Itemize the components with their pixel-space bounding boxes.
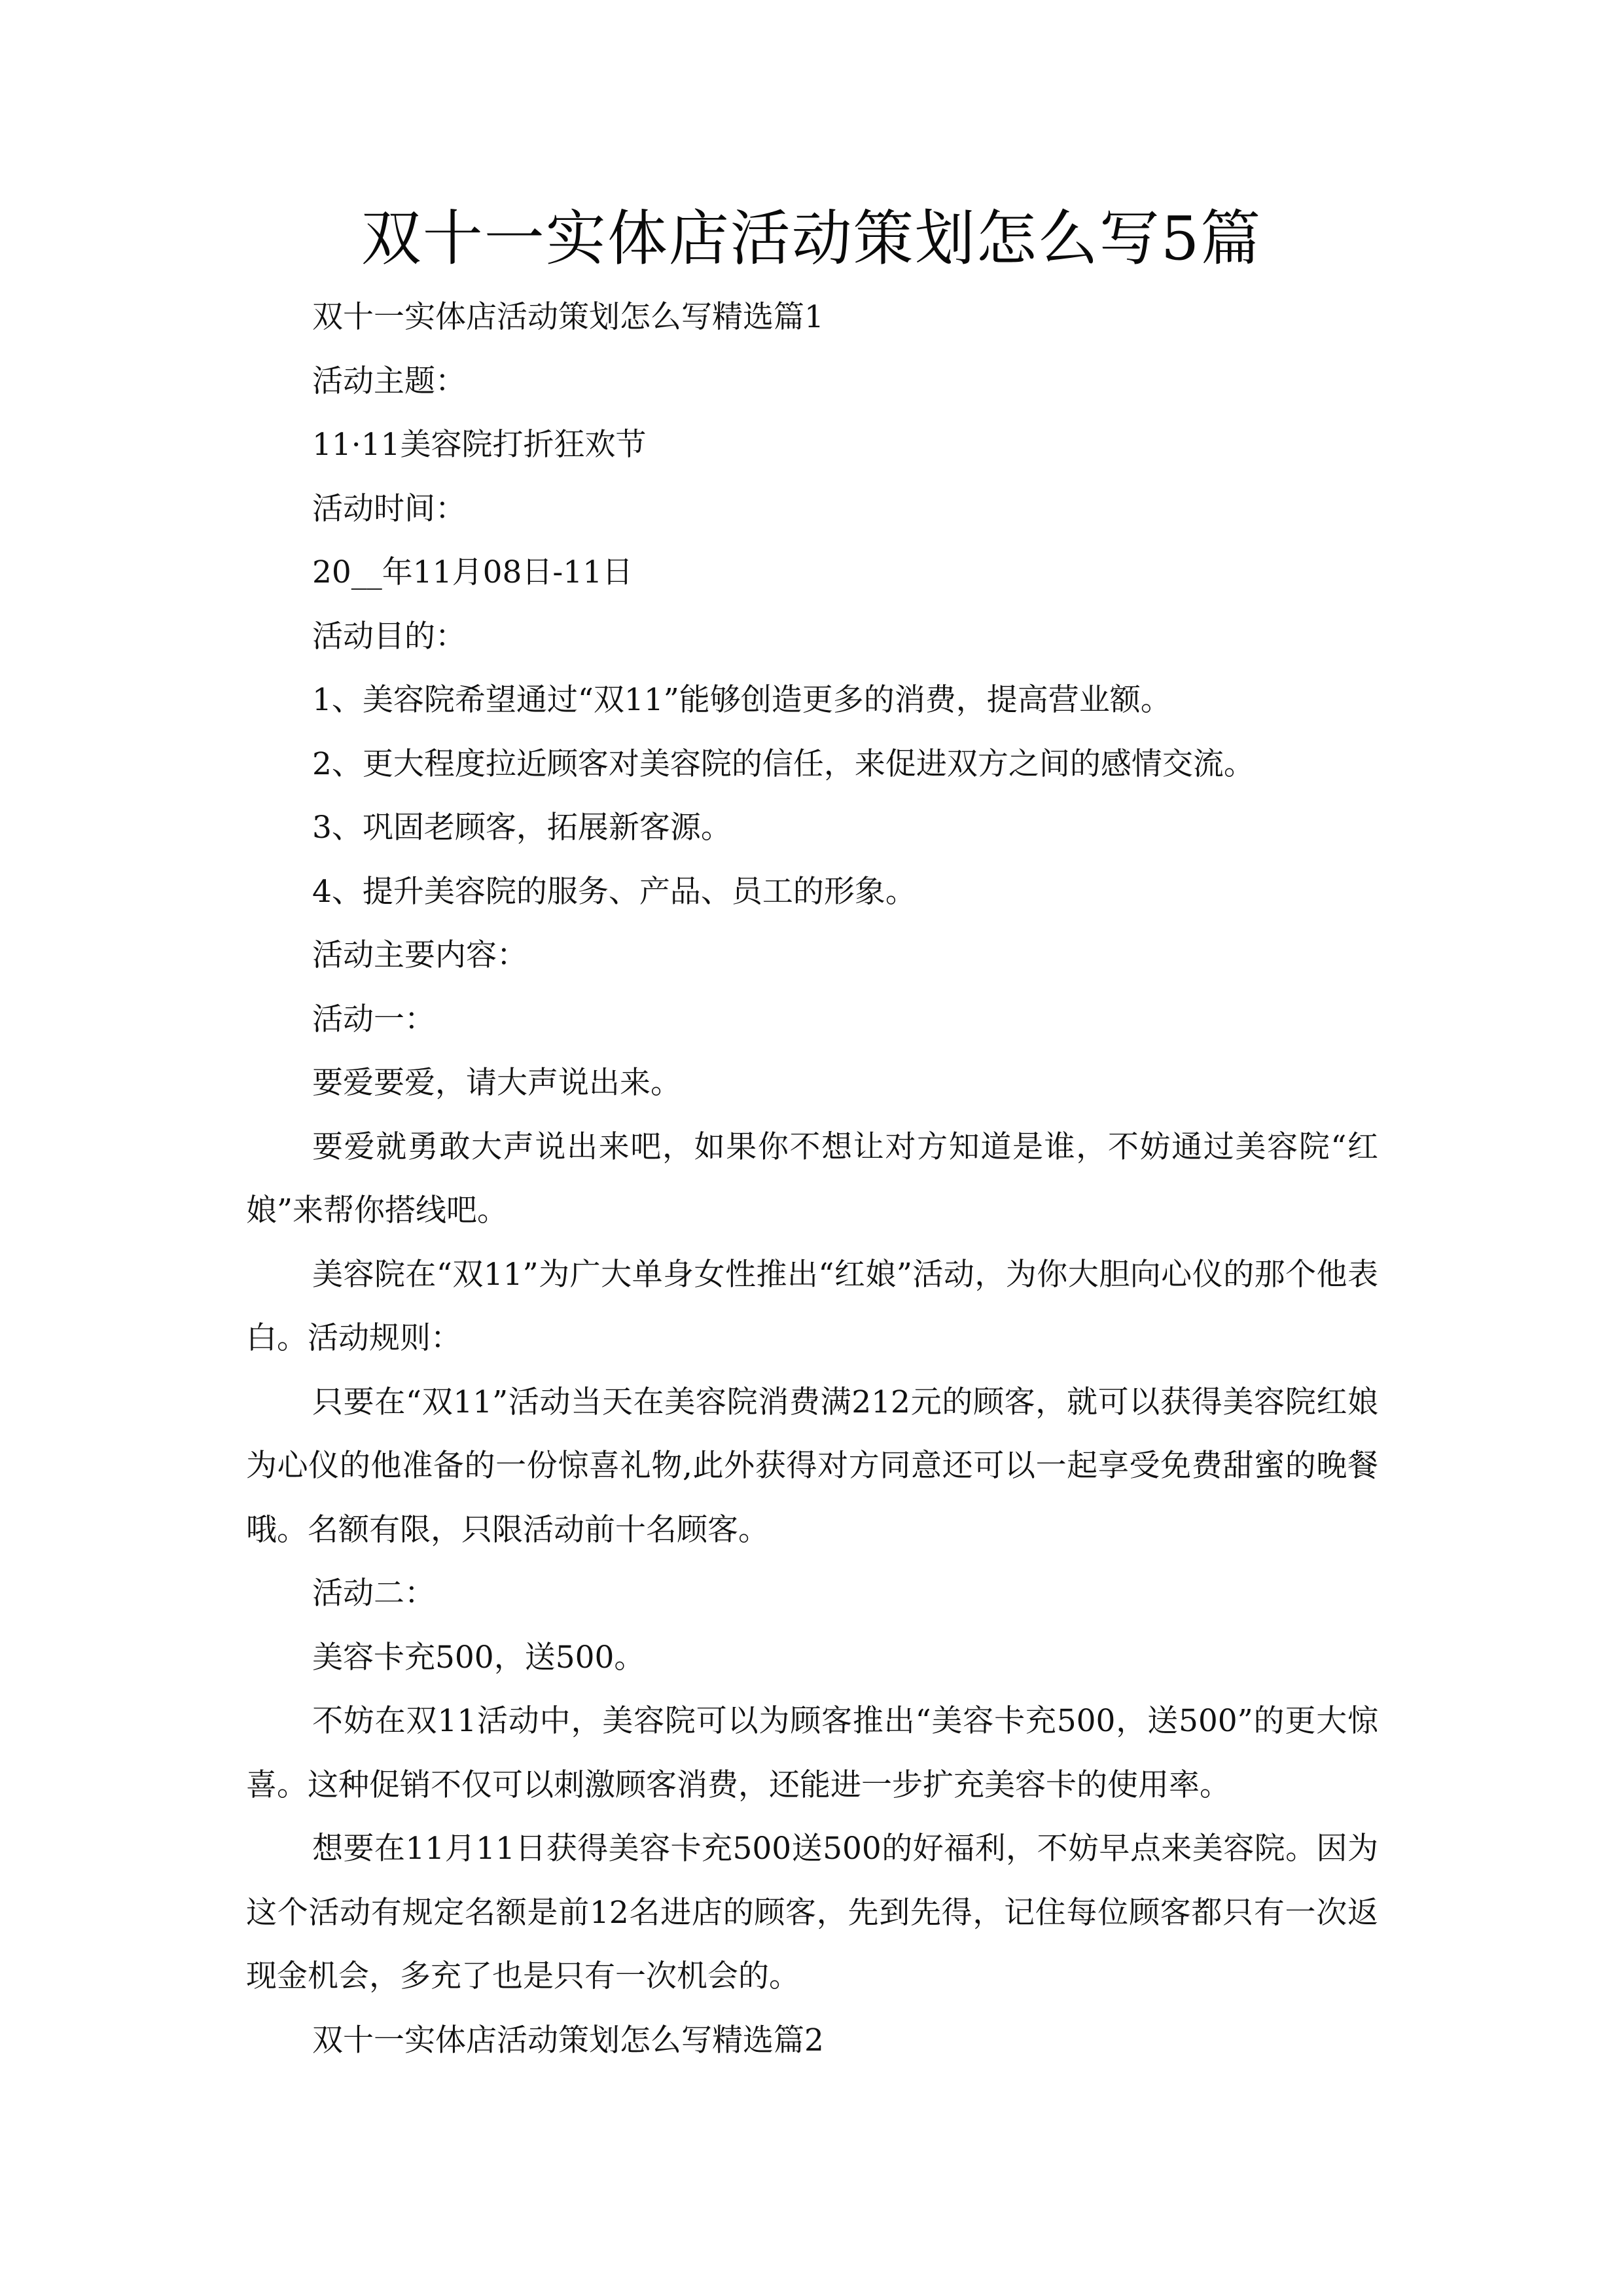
activity-2-label: 活动二： (312, 1575, 435, 1611)
activity-1-label: 活动一： (312, 1001, 435, 1037)
label-main-content: 活动主要内容： (312, 937, 527, 973)
purpose-item-4: 4、提升美容院的服务、产品、员工的形象。 (312, 873, 916, 910)
theme-value: 11·11美容院打折狂欢节 (312, 427, 647, 463)
section-heading-2: 双十一实体店活动策划怎么写精选篇2 (312, 2022, 824, 2058)
activity-2-slogan: 美容卡充500，送500。 (312, 1639, 645, 1676)
activity-2-paragraph-1: 不妨在双11活动中，美容院可以为顾客推出“美容卡充500，送500”的更大惊喜。这种促销不仅可以刺激顾客消费，还能进一步扩充美容卡的使用率。 (246, 1703, 1378, 1803)
time-value: 20__年11月08日-11日 (312, 554, 633, 590)
document-body (246, 285, 1378, 2072)
activity-1-paragraph-2: 美容院在“双11”为广大单身女性推出“红娘”活动，为你大胆向心仪的那个他表白。活动规则： (246, 1256, 1378, 1356)
section-heading-1: 双十一实体店活动策划怎么写精选篇1 (312, 299, 824, 335)
activity-1-slogan: 要爱要爱，请大声说出来。 (312, 1065, 681, 1101)
purpose-item-3: 3、巩固老顾客，拓展新客源。 (312, 810, 732, 846)
activity-1-paragraph-1: 要爱就勇敢大声说出来吧，如果你不想让对方知道是谁，不妨通过美容院“红娘”来帮你搭线吧。 (246, 1128, 1378, 1229)
label-time: 活动时间： (312, 490, 466, 527)
label-theme: 活动主题： (312, 363, 466, 399)
purpose-item-1: 1、美容院希望通过“双11”能够创造更多的消费，提高营业额。 (312, 682, 1171, 718)
label-purpose: 活动目的： (312, 618, 466, 655)
purpose-item-2: 2、更大程度拉近顾客对美容院的信任，来促进双方之间的感情交流。 (312, 745, 1255, 782)
activity-2-paragraph-2: 想要在11月11日获得美容卡充500送500的好福利，不妨早点来美容院。因为这个活动有规定名额是前12名进店的顾客，先到先得，记住每位顾客都只有一次返现金机会，多充了也是只有一次机会的。 (246, 1831, 1378, 1994)
activity-1-rules: 只要在“双11”活动当天在美容院消费满212元的顾客，就可以获得美容院红娘为心仪的他准备的一份惊喜礼物,此外获得对方同意还可以一起享受免费甜蜜的晚餐哦。名额有限，只限活动前十名顾客。 (246, 1384, 1378, 1548)
document-title: 双十一实体店活动策划怎么写5篇 (361, 204, 1262, 274)
